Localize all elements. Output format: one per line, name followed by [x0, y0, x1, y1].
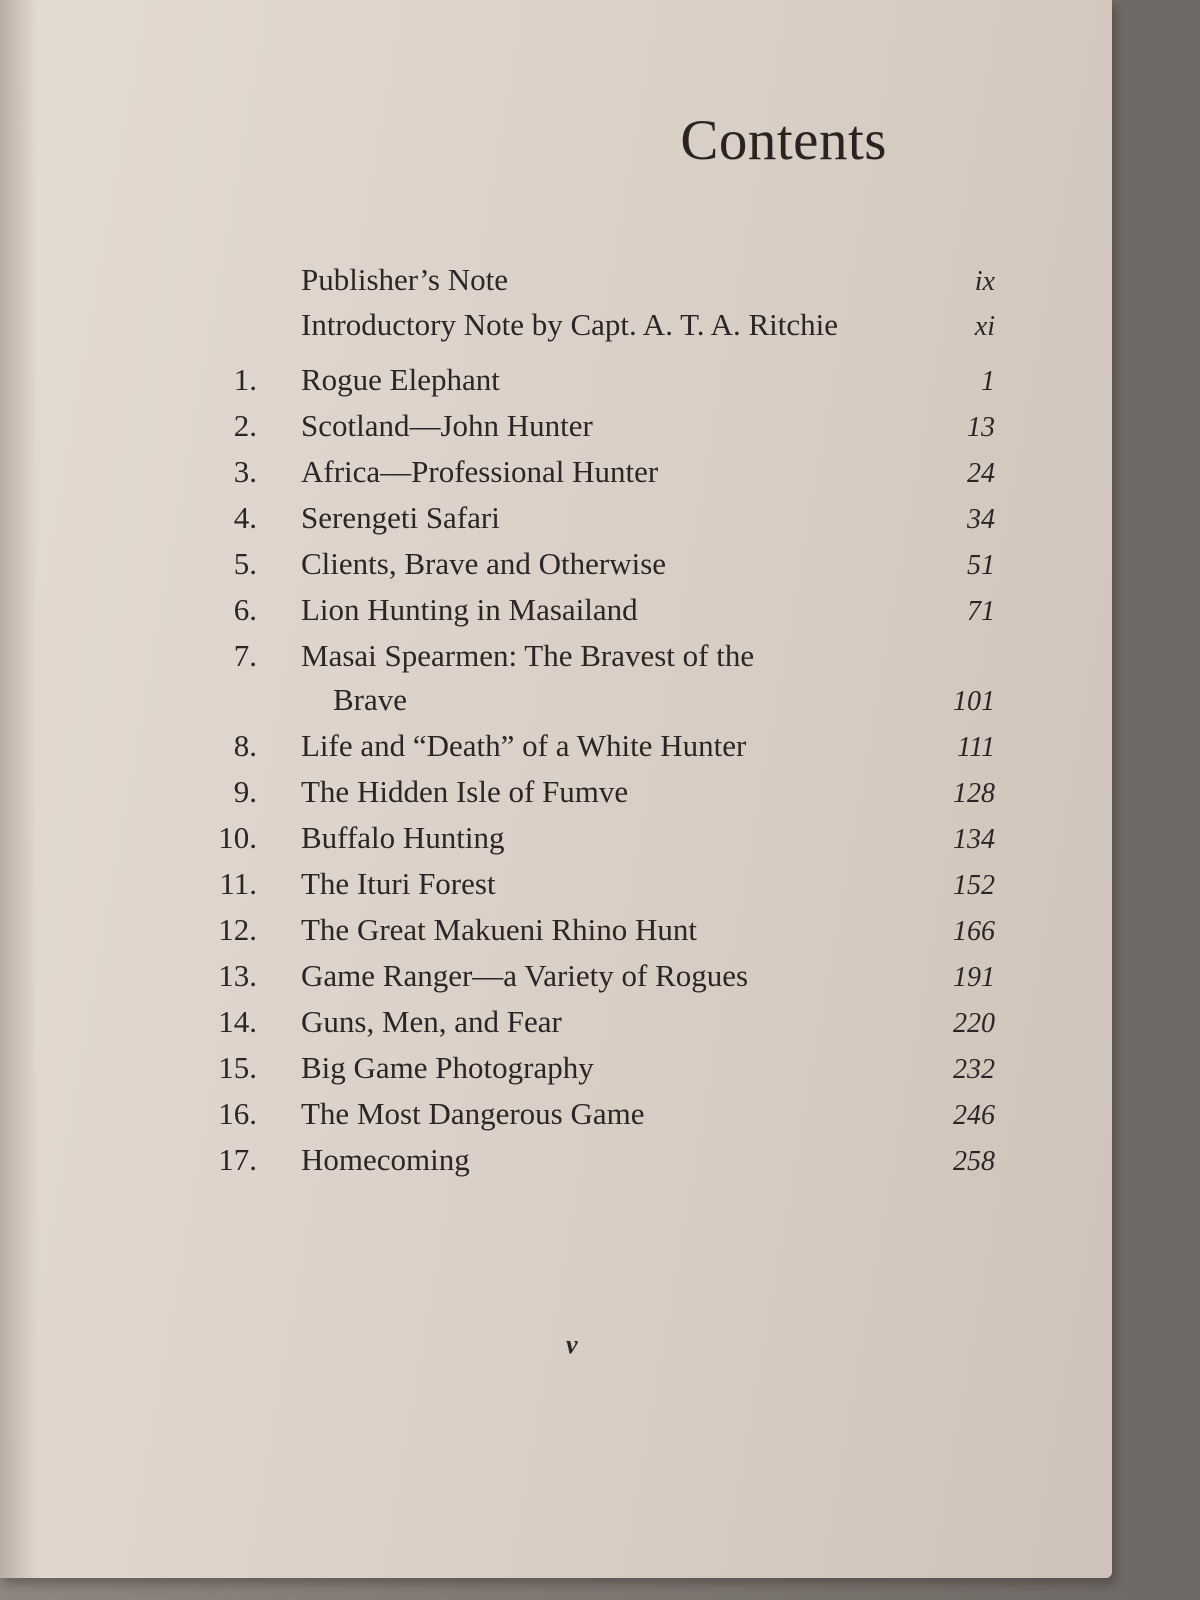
toc-entry-chapter-10 — [195, 816, 1015, 862]
toc-entry-number: 5. — [233, 546, 257, 581]
toc-entry-title: Publisher’s Note — [301, 262, 508, 297]
toc-entry-page: 34 — [967, 504, 995, 535]
toc-entry-chapter-11 — [195, 862, 1015, 908]
toc-entry-chapter-13 — [195, 954, 1015, 1000]
toc-entry-number: 10. — [218, 820, 257, 855]
toc-entry-chapter-15 — [195, 1046, 1015, 1092]
toc-entry-chapter-8 — [195, 724, 1015, 770]
toc-entry-page: 166 — [953, 916, 995, 947]
toc-entry-page: 101 — [953, 686, 995, 717]
toc-entry-number: 1. — [233, 362, 257, 397]
toc-entry-page: 128 — [953, 778, 995, 809]
toc-entry-number: 2. — [233, 408, 257, 443]
toc-entry-title: Scotland—John Hunter — [301, 408, 593, 443]
toc-entry-title: Serengeti Safari — [301, 500, 500, 535]
toc-entry-title: The Ituri Forest — [301, 866, 496, 901]
toc-entry-title: Rogue Elephant — [301, 362, 500, 397]
toc-entry-number: 12. — [218, 912, 257, 947]
toc-entry-title-continued: Brave — [333, 682, 408, 717]
toc-entry-publishers-note — [195, 258, 1015, 303]
toc-entry-page: 13 — [967, 412, 995, 443]
toc-entry-chapter-17 — [195, 1138, 1015, 1184]
toc-entry-page: 24 — [967, 458, 995, 489]
toc-entry-title: Life and “Death” of a White Hunter — [301, 728, 747, 763]
toc-entry-page: 71 — [967, 596, 995, 627]
toc-entry-page: ix — [974, 266, 995, 297]
toc-entry-title: Game Ranger—a Variety of Rogues — [301, 958, 749, 993]
toc-entry-chapter-12 — [195, 908, 1015, 954]
page-title: Contents — [680, 109, 887, 172]
toc-entry-number: 11. — [219, 866, 257, 901]
toc-entry-title: The Hidden Isle of Fumve — [301, 774, 629, 809]
toc-entry-title: Guns, Men, and Fear — [301, 1004, 562, 1039]
toc-entry-title: Masai Spearmen: The Bravest of the — [301, 638, 755, 673]
toc-entry-introductory-note — [195, 303, 1015, 348]
toc-entry-page: 258 — [953, 1146, 995, 1177]
toc-entry-number: 17. — [218, 1142, 257, 1177]
toc-entry-chapter-16 — [195, 1092, 1015, 1138]
toc-entry-chapter-2 — [195, 404, 1015, 450]
toc-entry-chapter-6 — [195, 588, 1015, 634]
toc-entry-number: 15. — [218, 1050, 257, 1085]
table-of-contents — [195, 258, 1015, 1184]
toc-entry-title: The Most Dangerous Game — [301, 1096, 645, 1131]
toc-entry-chapter-14 — [195, 1000, 1015, 1046]
toc-entry-page: 152 — [953, 870, 995, 901]
toc-entry-chapter-4 — [195, 496, 1015, 542]
toc-entry-chapter-5 — [195, 542, 1015, 588]
toc-entry-page: 111 — [957, 732, 995, 763]
page-folio-number: v — [566, 1330, 578, 1359]
toc-entry-page: 220 — [953, 1008, 995, 1039]
toc-entry-chapter-3 — [195, 450, 1015, 496]
toc-entry-title: The Great Makueni Rhino Hunt — [301, 912, 698, 947]
toc-entry-number: 8. — [233, 728, 257, 763]
toc-entry-page: 232 — [953, 1054, 995, 1085]
toc-entry-title: Buffalo Hunting — [301, 820, 505, 855]
toc-entry-number: 14. — [218, 1004, 257, 1039]
toc-entry-number: 6. — [233, 592, 257, 627]
toc-entry-chapter-7-continued — [195, 678, 1015, 724]
toc-entry-title: Introductory Note by Capt. A. T. A. Ritchie — [301, 307, 838, 342]
toc-entry-title: Clients, Brave and Otherwise — [301, 546, 667, 581]
toc-entry-page: 51 — [967, 550, 995, 581]
toc-entry-number: 13. — [218, 958, 257, 993]
toc-entry-number: 3. — [233, 454, 257, 489]
toc-entry-page: 1 — [981, 366, 995, 397]
toc-entry-page: 134 — [953, 824, 995, 855]
toc-entry-chapter-1 — [195, 358, 1015, 404]
toc-entry-number: 4. — [233, 500, 257, 535]
toc-entry-number: 7. — [233, 638, 257, 673]
toc-entry-title: Big Game Photography — [301, 1050, 594, 1085]
toc-entry-title: Homecoming — [301, 1142, 470, 1177]
toc-entry-number: 16. — [218, 1096, 257, 1131]
toc-entry-title: Lion Hunting in Masailand — [301, 592, 638, 627]
toc-entry-number: 9. — [233, 774, 257, 809]
toc-entry-chapter-7 — [195, 634, 1015, 678]
toc-entry-page: 191 — [953, 962, 995, 993]
toc-entry-chapter-9 — [195, 770, 1015, 816]
toc-entry-page: xi — [974, 311, 995, 342]
toc-entry-page: 246 — [953, 1100, 995, 1131]
toc-entry-title: Africa—Professional Hunter — [301, 454, 659, 489]
page-gutter-shadow — [0, 0, 38, 1578]
